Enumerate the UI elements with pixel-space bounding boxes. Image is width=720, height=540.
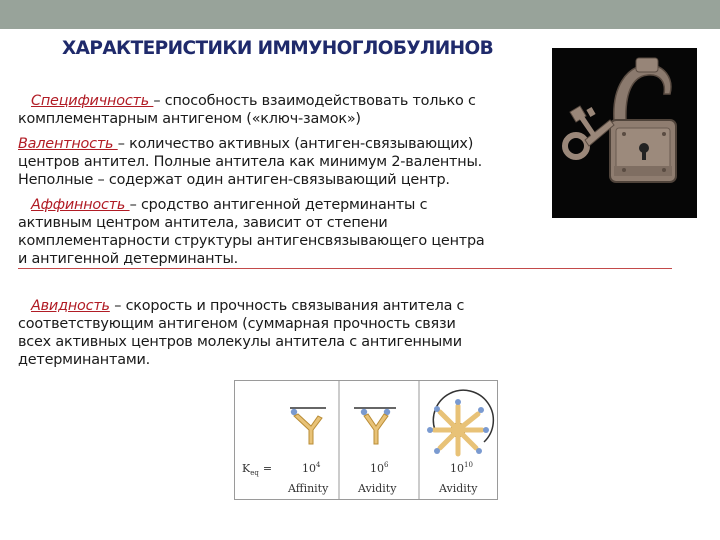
- term-affinity: Аффинность: [31, 197, 130, 213]
- paragraph-text: – скорость и прочность связывания антитела с: [109, 298, 465, 314]
- underline-rule: [18, 268, 672, 269]
- avidity-multi-label: Avidity: [439, 482, 478, 495]
- paragraph-text: – способность взаимодействовать только с: [153, 93, 476, 109]
- paragraph-line: [18, 92, 476, 110]
- paragraph-line: комплементарным антигеном («ключ-замок»): [18, 111, 361, 127]
- paragraph-valence: [18, 135, 482, 189]
- paragraph-line: комплементарности структуры антигенсвязывающего центра: [18, 233, 485, 249]
- paragraph-avidity: [18, 297, 464, 369]
- affinity-label: Affinity: [288, 482, 329, 495]
- paragraph-line: и антигенной детерминанты.: [18, 251, 238, 267]
- paragraph-line: всех активных центров молекулы антитела с антигенными: [18, 334, 462, 350]
- paragraph-line: Неполные – содержат один антиген-связывающий центр.: [18, 172, 450, 188]
- paragraph-line: соответствующим антигеном (суммарная прочность связи: [18, 316, 456, 332]
- paragraph-line: центров антител. Полные антитела как минимум 2-валентны.: [18, 154, 482, 170]
- avidity-multi-value: $10^{10}$: [450, 461, 473, 475]
- affinity-value: $10^4$: [302, 461, 321, 475]
- lock-and-key-icon: [552, 48, 697, 218]
- term-valence: Валентность: [18, 136, 118, 152]
- paragraph-line: активным центром антитела, зависит от степени: [18, 215, 388, 231]
- keq-label: $K_{eq}$ =: [242, 462, 273, 477]
- paragraph-line: [18, 135, 482, 153]
- affinity-avidity-figure: [234, 380, 498, 500]
- slide-title: ХАРАКТЕРИСТИКИ ИММУНОГЛОБУЛИНОВ: [62, 38, 494, 59]
- paragraph-text: – количество активных (антиген-связывающих): [117, 136, 474, 152]
- top-bar: [0, 0, 720, 29]
- paragraph-line: [18, 297, 464, 315]
- avidity-value: $10^6$: [370, 461, 389, 475]
- paragraph-text: – сродство антигенной детерминанты с: [129, 197, 428, 213]
- paragraph-line: детерминантами.: [18, 352, 151, 368]
- paragraph-specificity: [18, 92, 476, 128]
- term-specificity: Специфичность: [31, 93, 154, 109]
- avidity-label: Avidity: [358, 482, 397, 495]
- lock-and-key-photo: [552, 48, 697, 218]
- paragraph-line: [18, 196, 485, 214]
- paragraph-affinity: [18, 196, 485, 268]
- term-avidity: Авидность: [31, 298, 110, 314]
